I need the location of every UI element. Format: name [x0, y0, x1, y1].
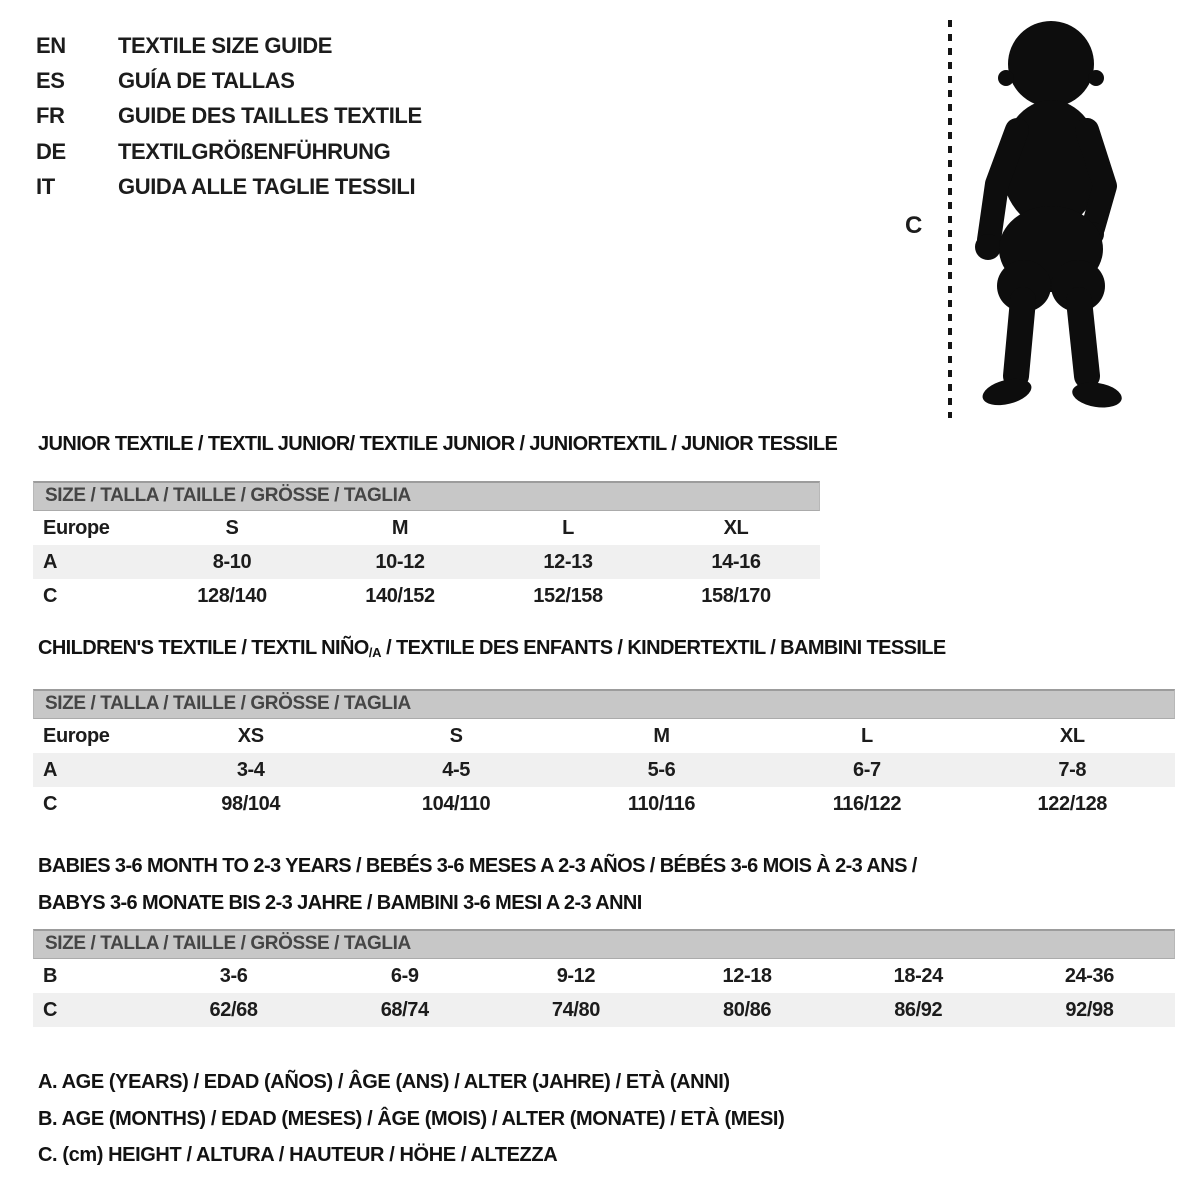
- table-row-height-cm: [33, 993, 1175, 1027]
- children-size-table: [33, 689, 1175, 821]
- size-header-bar: SIZE / TALLA / TAILLE / GRÖSSE / TAGLIA: [33, 689, 1175, 719]
- size-column-header: M: [391, 516, 409, 539]
- table-cell: 24-36: [1064, 964, 1114, 987]
- table-cell: 6-9: [390, 964, 419, 987]
- table-cell: 74/80: [551, 998, 600, 1021]
- table-cell: 140/152: [365, 584, 435, 607]
- junior-section-title: JUNIOR TEXTILE / TEXTIL JUNIOR/ TEXTILE JUNIOR / JUNIORTEXTIL / JUNIOR TESSILE: [38, 433, 838, 455]
- table-cell: 98/104: [221, 792, 281, 815]
- legend-line-b: B. AGE (MONTHS) / EDAD (MESES) / ÂGE (MOIS) / ALTER (MONATE) / ETÀ (MESI): [38, 1107, 785, 1130]
- legend-line-c: C. (cm) HEIGHT / ALTURA / HAUTEUR / HÖHE / ALTEZZA: [38, 1144, 558, 1166]
- size-column-header: S: [449, 724, 463, 747]
- table-cell: 152/158: [533, 584, 603, 607]
- row-label: Europe: [43, 516, 110, 539]
- table-cell: 158/170: [701, 584, 771, 607]
- babies-size-table: [33, 929, 1175, 1027]
- table-cell: 3-6: [219, 964, 248, 987]
- table-cell: 7-8: [1058, 758, 1087, 781]
- size-column-header: XS: [237, 724, 264, 747]
- size-column-header: L: [562, 516, 574, 539]
- table-cell: 110/116: [627, 792, 696, 815]
- table-cell: 122/128: [1037, 792, 1108, 815]
- table-cell: 12-13: [543, 550, 593, 573]
- row-label: A: [43, 550, 58, 573]
- height-measure-label: C: [905, 212, 923, 239]
- language-code: DE: [36, 138, 66, 164]
- table-cell: 4-5: [442, 758, 470, 781]
- table-cell: 14-16: [711, 550, 761, 573]
- guide-title-fr: GUIDE DES TAILLES TEXTILE: [118, 103, 422, 129]
- children-title-suffix: / TEXTILE DES ENFANTS / KINDERTEXTIL / BAMBINI TESSILE: [381, 637, 946, 659]
- table-cell: 18-24: [893, 964, 943, 987]
- row-label: C: [43, 792, 58, 815]
- guide-title-it: GUIDA ALLE TAGLIE TESSILI: [118, 174, 416, 200]
- guide-title-es: GUÍA DE TALLAS: [118, 68, 295, 94]
- table-row-europe: [33, 719, 1175, 753]
- table-cell: 10-12: [375, 550, 425, 573]
- table-row-age-months: [33, 959, 1175, 993]
- table-cell: 128/140: [197, 584, 267, 607]
- row-label: C: [43, 998, 58, 1021]
- table-row-europe: [33, 511, 820, 545]
- table-row-height-cm: [33, 579, 820, 613]
- size-header-bar: SIZE / TALLA / TAILLE / GRÖSSE / TAGLIA: [33, 481, 820, 511]
- junior-size-table: [33, 481, 820, 613]
- language-code: IT: [36, 174, 55, 200]
- language-code: ES: [36, 68, 65, 94]
- language-code: FR: [36, 103, 65, 129]
- size-column-header: S: [225, 516, 239, 539]
- table-cell: 104/110: [421, 792, 491, 815]
- table-cell: 6-7: [853, 758, 881, 781]
- measurement-legend: [38, 1064, 784, 1174]
- language-code: EN: [36, 32, 66, 58]
- table-row-height-cm: [33, 787, 1175, 821]
- size-header-bar: SIZE / TALLA / TAILLE / GRÖSSE / TAGLIA: [33, 929, 1175, 959]
- children-title-prefix: CHILDREN'S TEXTILE / TEXTIL NIÑO: [38, 637, 369, 659]
- language-row-de: [36, 134, 422, 169]
- height-measure-dashed-line: [948, 20, 952, 418]
- toddler-silhouette-icon: [963, 14, 1138, 419]
- guide-title-de: TEXTILGRÖßENFÜHRUNG: [118, 138, 391, 164]
- language-row-fr: [36, 99, 422, 134]
- language-row-es: [36, 63, 422, 98]
- table-cell: 116/122: [832, 792, 902, 815]
- guide-title-en: TEXTILE SIZE GUIDE: [118, 32, 333, 58]
- table-cell: 12-18: [722, 964, 772, 987]
- table-cell: 62/68: [209, 998, 258, 1021]
- table-cell: 5-6: [647, 758, 676, 781]
- table-cell: 86/92: [894, 998, 943, 1021]
- size-column-header: XL: [1059, 724, 1085, 747]
- language-row-en: [36, 28, 422, 63]
- children-section-title: [38, 637, 946, 660]
- babies-title-line2: BABYS 3-6 MONATE BIS 2-3 JAHRE / BAMBINI 3-6 MESI A 2-3 ANNI: [38, 892, 642, 914]
- size-column-header: L: [860, 724, 873, 747]
- table-cell: 3-4: [236, 758, 265, 781]
- language-title-list: [36, 28, 422, 205]
- table-cell: 9-12: [556, 964, 596, 987]
- row-label: A: [43, 758, 58, 781]
- babies-section-title: [38, 848, 917, 922]
- row-label: B: [43, 964, 58, 987]
- table-cell: 80/86: [723, 998, 772, 1021]
- language-row-it: [36, 170, 422, 205]
- legend-line-a: A. AGE (YEARS) / EDAD (AÑOS) / ÂGE (ANS) / ALTER (JAHRE) / ETÀ (ANNI): [38, 1071, 730, 1093]
- babies-title-line1: BABIES 3-6 MONTH TO 2-3 YEARS / BEBÉS 3-6 MESES A 2-3 AÑOS / BÉBÉS 3-6 MOIS À 2-3 ANS /: [38, 855, 917, 877]
- table-row-age-years: [33, 753, 1175, 787]
- height-measure-figure: [905, 12, 1150, 426]
- table-cell: 68/74: [380, 998, 429, 1021]
- size-column-header: M: [653, 724, 670, 747]
- table-row-age-years: [33, 545, 820, 579]
- table-cell: 92/98: [1065, 998, 1114, 1021]
- row-label: C: [43, 584, 58, 607]
- row-label: Europe: [43, 724, 110, 747]
- size-column-header: XL: [723, 516, 749, 539]
- table-cell: 8-10: [212, 550, 252, 573]
- children-title-subscript: /A: [368, 645, 382, 660]
